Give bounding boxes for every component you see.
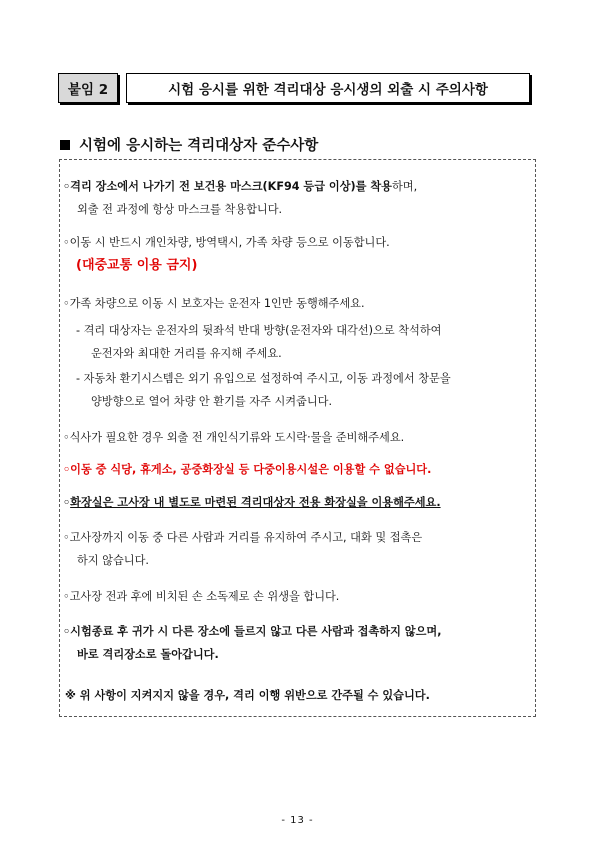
family-car-rule: ◦가족 차량으로 이동 시 보호자는 운전자 1인만 동행해주세요. [63, 297, 365, 310]
facility-rule: ◦이동 중 식당, 휴게소, 공중화장실 등 다중이용시설은 이용할 수 없습니다. [63, 463, 432, 476]
return-rule: ◦시험종료 후 귀가 시 다른 장소에 들르지 않고 다른 사람과 접촉하지 않으며, [63, 625, 442, 638]
ventilation-rule: - 자동차 환기시스템은 외기 유입으로 설정하여 주시고, 이동 과정에서 창문을 [76, 372, 451, 385]
mask-rule-bold: ◦격리 장소에서 나가기 전 보건용 마스크(KF94 등급 이상)를 착용 [63, 180, 392, 193]
attachment-tag: 붙임 2 [58, 73, 118, 103]
seat-rule-line2: 운전자와 최대한 거리를 유지해 주세요. [91, 347, 282, 360]
move-rule: ◦이동 시 반드시 개인차량, 방역택시, 가족 차량 등으로 이동합니다. [63, 236, 390, 249]
document-header [58, 73, 530, 103]
page-number: - 13 - [281, 815, 314, 826]
mask-rule-line2: 외출 전 과정에 항상 마스크를 착용합니다. [77, 203, 283, 216]
meal-rule: ◦식사가 필요한 경우 외출 전 개인식기류와 도시락·물을 준비해주세요. [63, 431, 405, 444]
toilet-rule-text: 화장실은 고사장 내 별도로 마련된 격리대상자 전용 화장실을 이용해주세요. [70, 496, 441, 509]
return-rule-line2: 바로 격리장소로 돌아갑니다. [77, 648, 219, 661]
ventilation-rule-line2: 양방향으로 열어 차량 안 환기를 자주 시켜줍니다. [91, 395, 333, 408]
document-title: 시험 응시를 위한 격리대상 응시생의 외출 시 주의사항 [126, 73, 530, 103]
toilet-rule-bullet: ◦ [63, 496, 71, 509]
mask-rule [63, 180, 417, 194]
seat-rule: - 격리 대상자는 운전자의 뒷좌석 반대 방향(운전자와 대각선)으로 착석하여 [76, 324, 442, 337]
distance-rule-line2: 하지 않습니다. [77, 554, 149, 567]
section-heading [60, 134, 318, 155]
section-heading-text: 시험에 응시하는 격리대상자 준수사항 [79, 138, 319, 154]
sanitize-rule: ◦고사장 전과 후에 비치된 손 소독제로 손 위생을 합니다. [63, 590, 340, 603]
toilet-rule [63, 496, 441, 510]
public-transport-warning: (대중교통 이용 금지) [76, 258, 198, 273]
violation-note: ※ 위 사항이 지켜지지 않을 경우, 격리 이행 위반으로 간주될 수 있습니다. [65, 689, 430, 702]
mask-rule-tail: 하며, [391, 180, 418, 193]
square-bullet-icon [60, 140, 70, 150]
distance-rule: ◦고사장까지 이동 중 다른 사람과 거리를 유지하여 주시고, 대화 및 접촉은 [63, 531, 423, 544]
